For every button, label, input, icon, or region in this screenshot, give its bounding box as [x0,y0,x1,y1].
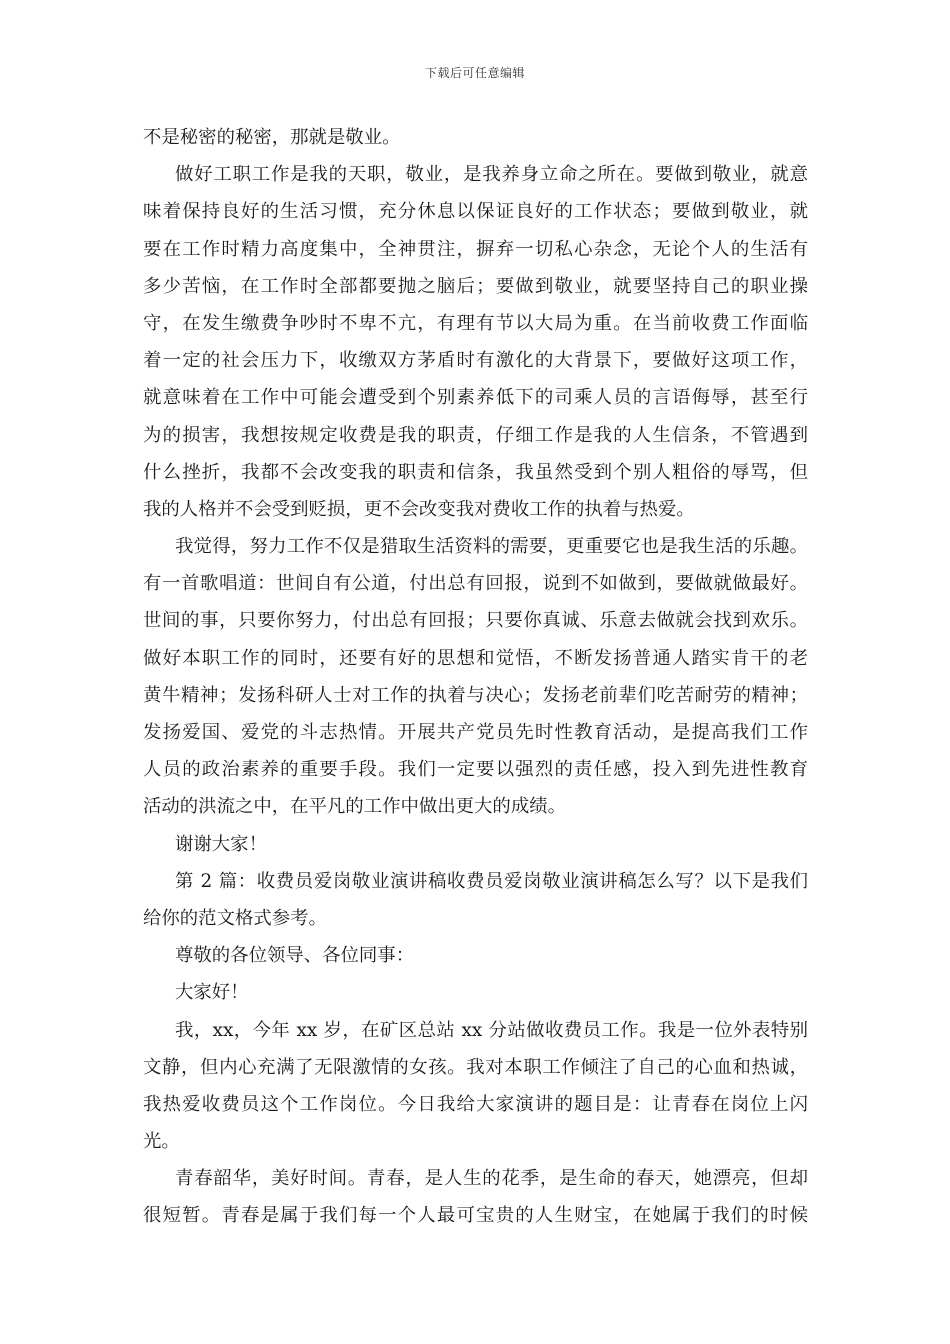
text-line: 味着保持良好的生活习惯，充分休息以保证良好的工作状态；要做到敬业，就 [143,201,808,223]
text-line: 大家好！ [175,982,249,1004]
text-line: 活动的洪流之中，在平凡的工作中做出更大的成绩。 [143,796,566,818]
text-line: 我热爱收费员这个工作岗位。今日我给大家演讲的题目是：让青春在岗位上闪 [143,1093,808,1115]
text-line: 第 2 篇：收费员爱岗敬业演讲稿收费员爱岗敬业演讲稿怎么写？以下是我们 [175,870,808,892]
text-line: 谢谢大家！ [175,833,267,855]
text-line: 青春韶华，美好时间。青春，是人生的花季，是生命的春天，她漂亮，但却 [175,1168,808,1190]
text-line: 我的人格并不会受到贬损，更不会改变我对费收工作的执着与热爱。 [143,498,695,520]
text-line: 光。 [143,1131,180,1153]
text-line: 有一首歌唱道：世间自有公道，付出总有回报，说到不如做到，要做就做最好。 [143,573,808,595]
text-line: 我，xx，今年 xx 岁，在矿区总站 xx 分站做收费员工作。我是一位外表特别 [175,1019,808,1041]
text-line: 文静，但内心充满了无限激情的女孩。我对本职工作倾注了自己的心血和热诚， [143,1056,808,1078]
text-line: 尊敬的各位领导、各位同事： [175,945,415,967]
text-line: 要在工作时精力高度集中，全神贯注，摒弃一切私心杂念，无论个人的生活有 [143,238,808,260]
text-line: 人员的政治素养的重要手段。我们一定要以强烈的责任感，投入到先进性教育 [143,759,808,781]
text-line: 很短暂。青春是属于我们每一个人最可宝贵的人生财宝，在她属于我们的时候 [143,1205,808,1227]
text-line: 做好工职工作是我的天职，敬业，是我养身立命之所在。要做到敬业，就意 [175,164,808,186]
text-line: 什么挫折，我都不会改变我的职责和信条，我虽然受到个别人粗俗的辱骂，但 [143,461,808,483]
text-line: 发扬爱国、爱党的斗志热情。开展共产党员先时性教育活动，是提高我们工作 [143,722,808,743]
text-line: 黄牛精神；发扬科研人士对工作的执着与决心；发扬老前辈们吃苦耐劳的精神； [143,684,808,706]
text-line: 给你的范文格式参考。 [143,907,327,929]
text-line: 就意味着在工作中可能会遭受到个别素养低下的司乘人员的言语侮辱，甚至行 [143,387,808,409]
text-line: 我觉得，努力工作不仅是猎取生活资料的需要，更重要它也是我生活的乐趣。 [175,536,808,558]
text-line: 着一定的社会压力下，收缴双方茅盾时有激化的大背景下，要做好这项工作， [143,350,808,372]
text-line: 不是秘密的秘密，那就是敬业。 [143,127,401,148]
document-body [143,119,808,1235]
text-line: 做好本职工作的同时，还要有好的思想和觉悟，不断发扬普通人踏实肯干的老 [143,647,808,669]
text-line: 为的损害，我想按规定收费是我的职责，仔细工作是我的人生信条，不管遇到 [143,424,808,446]
text-line: 守，在发生缴费争吵时不卑不亢，有理有节以大局为重。在当前收费工作面临 [143,312,808,334]
text-line: 世间的事，只要你努力，付出总有回报；只要你真诚、乐意去做就会找到欢乐。 [143,610,808,632]
page-header: 下载后可任意编辑 [424,66,525,80]
text-line: 多少苦恼，在工作时全部都要抛之脑后；要做到敬业，就要坚持自己的职业操 [143,275,808,297]
